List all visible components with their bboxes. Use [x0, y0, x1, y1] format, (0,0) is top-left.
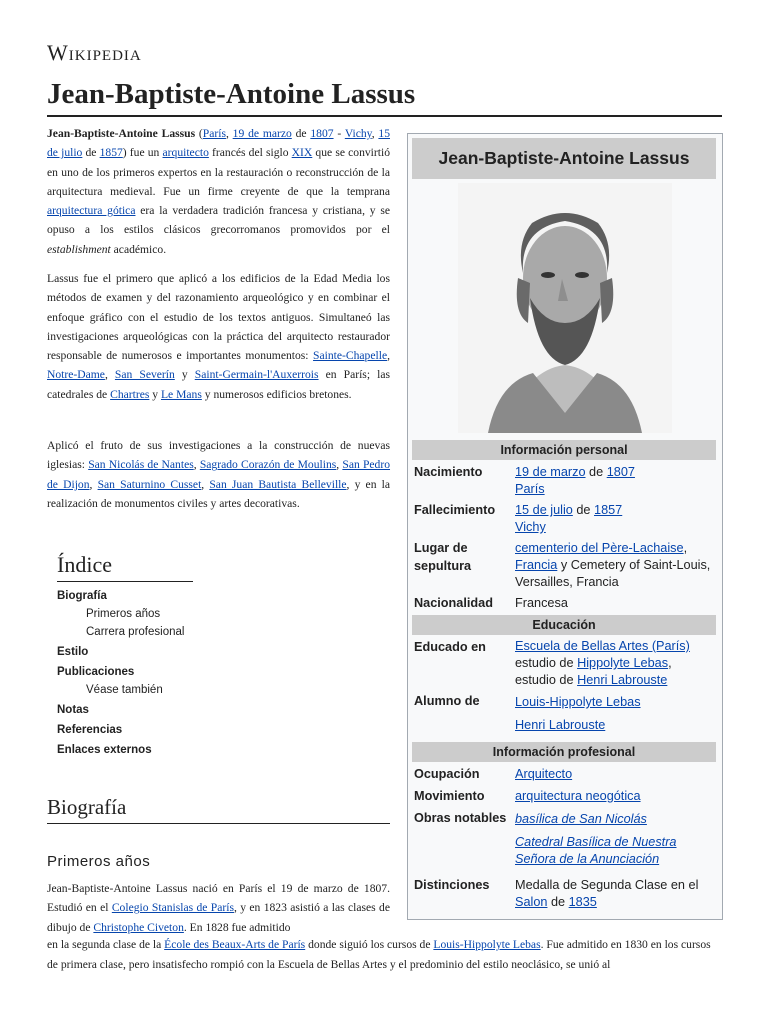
label-educado-en: Educado en: [414, 640, 486, 654]
link-paris[interactable]: París: [202, 127, 226, 140]
link-louis-hippolyte-lebas[interactable]: Louis-Hippolyte Lebas: [433, 938, 541, 951]
text: Aplicó el fruto de sus investigaciones a la construcción de nuevas iglesias:: [47, 439, 390, 472]
biografia-paragraph-continued: [47, 935, 723, 974]
link-death-date[interactable]: 15 de julio: [515, 503, 573, 517]
paragraph-3: [47, 436, 390, 513]
text: en la segunda clase de la: [47, 938, 165, 951]
biografia-paragraph: [47, 879, 390, 937]
text: de: [291, 127, 311, 140]
text: -: [333, 127, 345, 140]
link-arquitecto[interactable]: arquitecto: [162, 146, 209, 160]
toc-item[interactable]: Biografía: [57, 590, 107, 602]
link-saint-germain[interactable]: Saint-Germain-l'Auxerrois: [194, 368, 319, 382]
link-death-year[interactable]: 1857: [99, 146, 123, 160]
infobox-section-personal: Información personal: [412, 440, 716, 460]
toc-list: [57, 588, 357, 759]
toc-item[interactable]: Publicaciones: [57, 666, 135, 678]
label-obras-notables: Obras notables: [414, 811, 507, 825]
link-san-severin[interactable]: San Severín: [114, 368, 175, 382]
link-death-place[interactable]: Vichy: [515, 520, 546, 534]
paragraph-2: [47, 269, 390, 404]
text: , y en 1823 asistió a las clases de dibujo de: [47, 901, 390, 934]
link-church-2[interactable]: Sagrado Corazón de Moulins: [199, 458, 337, 472]
link-birth-date[interactable]: 19 de marzo: [515, 465, 586, 479]
link-arquitecto[interactable]: Arquitecto: [515, 767, 573, 781]
value-alumno-2: [515, 717, 720, 734]
link-basilica-san-nicolas[interactable]: basílica de San Nicolás: [515, 812, 647, 826]
link-death-year[interactable]: 1857: [594, 503, 623, 517]
link-notre-dame[interactable]: Notre-Dame: [47, 368, 105, 382]
value-educado-en: [515, 638, 720, 689]
infobox: [407, 133, 723, 920]
text: estudio de: [515, 673, 578, 687]
infobox-section-profesional: Información profesional: [412, 742, 716, 762]
label-nacionalidad: Nacionalidad: [414, 596, 493, 610]
link-neogotica[interactable]: arquitectura neogótica: [515, 789, 641, 803]
link-christophe-civeton[interactable]: Christophe Civeton: [93, 920, 184, 934]
text: ,: [336, 458, 343, 472]
link-le-mans[interactable]: Le Mans: [160, 387, 202, 401]
link-church-5[interactable]: San Juan Bautista Belleville: [209, 477, 347, 491]
link-colegio-stanislas[interactable]: Colegio Stanislas de París: [111, 901, 234, 915]
link-chartres[interactable]: Chartres: [110, 387, 150, 401]
value-nacimiento: [515, 464, 720, 498]
label-nacimiento: Nacimiento: [414, 465, 483, 479]
infobox-section-educacion: Educación: [412, 615, 716, 635]
link-birth-year[interactable]: 1807: [310, 127, 334, 140]
lead-paragraph: [47, 124, 390, 259]
link-birth-date[interactable]: 19 de marzo: [232, 127, 292, 140]
toc-item[interactable]: Enlaces externos: [57, 744, 152, 756]
text: que se convirtió en uno de los primeros expertos en la restauración o reconstrucción de la arquitectura medieval. Fue un firme creyente de que la temprana: [47, 146, 390, 198]
text: francés del siglo: [208, 146, 292, 160]
value-nacionalidad: Francesa: [515, 596, 568, 610]
link-henri-labrouste[interactable]: Henri Labrouste: [577, 673, 668, 687]
subject-name: Jean-Baptiste-Antoine Lassus: [47, 127, 196, 140]
text: en París; las catedrales de: [47, 368, 390, 401]
subsection-heading-primeros-anos: Primeros años: [47, 853, 151, 870]
value-movimiento: [515, 788, 720, 805]
text: Medalla de Segunda Clase en el: [515, 878, 699, 892]
toc-item[interactable]: Notas: [57, 704, 89, 716]
link-birth-year[interactable]: 1807: [606, 465, 635, 479]
portrait-bust-image[interactable]: [458, 183, 672, 433]
table-of-contents: [57, 552, 357, 759]
value-obra-1: [515, 811, 720, 828]
text: . Fue admitido en 1830 en los cursos de primera clase, pero insatisfecho rompió con la Escuela de Bellas Artes y el predominio del estilo neoclásico, se unió al: [47, 938, 711, 971]
text: ,: [201, 477, 210, 491]
label-fallecimiento: Fallecimiento: [414, 503, 496, 517]
page-title: Jean-Baptiste-Antoine Lassus: [47, 78, 722, 117]
text: ,: [193, 458, 200, 472]
link-gothic-architecture[interactable]: arquitectura gótica: [47, 204, 136, 218]
link-alumno-labrouste[interactable]: Henri Labrouste: [515, 718, 606, 732]
wikipedia-logo[interactable]: Wikipedia: [47, 40, 142, 65]
text: de: [572, 503, 595, 517]
link-catedral-anunciacion[interactable]: Catedral Basílica de Nuestra Señora de la Anunciación: [515, 835, 677, 866]
value-obra-2: [515, 834, 720, 868]
link-church-3[interactable]: San Pedro de Dijon: [47, 458, 391, 491]
text: ,: [668, 656, 672, 670]
link-death-date[interactable]: 15 de julio: [47, 127, 390, 160]
toc-item[interactable]: Primeros años: [86, 608, 161, 620]
text: ,: [225, 127, 233, 140]
label-alumno-de: Alumno de: [414, 694, 480, 708]
value-alumno-1: [515, 694, 720, 711]
link-alumno-lebas[interactable]: Louis-Hippolyte Lebas: [515, 695, 641, 709]
text: ,: [89, 477, 98, 491]
text: . En 1828 fue admitido: [183, 920, 291, 934]
link-birth-place[interactable]: París: [515, 482, 545, 496]
section-heading-biografia: Biografía: [47, 795, 390, 824]
link-church-1[interactable]: San Nicolás de Nantes: [88, 458, 194, 472]
value-distinciones: [515, 877, 720, 911]
text: y: [174, 368, 195, 382]
label-distinciones: Distinciones: [414, 878, 490, 892]
value-fallecimiento: [515, 502, 720, 536]
link-pere-lachaise[interactable]: cementerio del Père-Lachaise: [515, 541, 684, 555]
text: donde siguió los cursos de: [305, 938, 434, 951]
link-francia[interactable]: Francia: [515, 558, 558, 572]
label-ocupacion: Ocupación: [414, 767, 480, 781]
link-escuela-bellas-artes[interactable]: Escuela de Bellas Artes (París): [515, 639, 690, 653]
text: de: [82, 146, 100, 160]
text: Lassus fue el primero que aplicó a los edificios de la Edad Media los métodos de examen y del razonamiento arqueológico y en combinar el enfoque gráfico con el estudio de los textos antiguos. Simultaneó las investigaciones arqueológicas con la práctica del arquitecto restaurador responsable de numerosos e importantes monumentos:: [47, 272, 390, 363]
value-lugar-sepultura: [515, 540, 720, 591]
text-italic: establishment: [47, 242, 111, 256]
text: Jean-Baptiste-Antoine Lassus nació en París el 19 de marzo de 1807. Estudió en el: [47, 882, 390, 915]
text: de: [547, 895, 569, 909]
text: , y en la realización de monumentos civiles y artes decorativas.: [47, 477, 391, 510]
text: académico.: [110, 242, 167, 256]
text: (: [195, 127, 203, 140]
text: era la verdadera tradición francesa y cristiana, y se opuso a los estilos clásicos grecorromanos promovidos por el: [47, 204, 390, 237]
toc-item[interactable]: Véase también: [86, 684, 163, 696]
text: ,: [683, 541, 688, 555]
label-lugar-sepultura: Lugar de sepultura: [414, 541, 472, 573]
infobox-title: Jean-Baptiste-Antoine Lassus: [412, 138, 716, 179]
toc-item[interactable]: Estilo: [57, 646, 89, 658]
text: de: [585, 465, 607, 479]
toc-item[interactable]: Referencias: [57, 724, 123, 736]
text: ) fue un: [122, 146, 163, 160]
link-sainte-chapelle[interactable]: Sainte-Chapelle: [313, 349, 388, 363]
text: y Cemetery of Saint-Louis, Versailles, Francia: [515, 558, 711, 589]
toc-item[interactable]: Carrera profesional: [86, 626, 185, 638]
link-church-4[interactable]: San Saturnino Cusset: [97, 477, 202, 491]
link-century[interactable]: XIX: [291, 146, 313, 160]
text: ,: [104, 368, 115, 382]
link-vichy[interactable]: Vichy: [344, 127, 372, 140]
link-salon[interactable]: Salon: [515, 895, 548, 909]
text: estudio de: [515, 656, 578, 670]
text: y numerosos edificios bretones.: [201, 387, 352, 401]
link-hippolyte-lebas[interactable]: Hippolyte Lebas: [577, 656, 669, 670]
label-movimiento: Movimiento: [414, 789, 485, 803]
toc-title: Índice: [57, 552, 193, 582]
text: ,: [371, 127, 379, 140]
link-ecole-beaux-arts[interactable]: École des Beaux-Arts de París: [164, 938, 306, 951]
text: y: [149, 387, 161, 401]
value-ocupacion: [515, 766, 720, 783]
text: ,: [387, 349, 390, 363]
link-1835[interactable]: 1835: [568, 895, 597, 909]
